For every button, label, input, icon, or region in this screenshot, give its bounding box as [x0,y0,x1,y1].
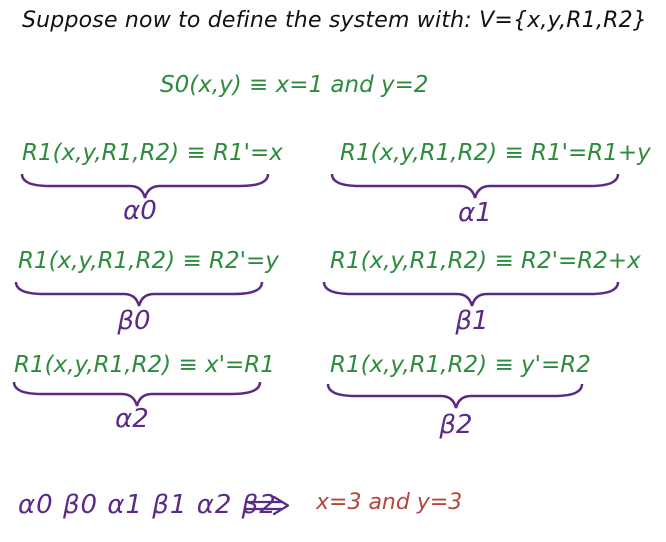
execution-sequence: α0 β0 α1 β1 α2 β2 [18,490,277,520]
label-alpha2: α2 [115,404,149,434]
brace-beta2 [326,382,586,412]
title: Suppose now to define the system with: V={x,y,R1,R2} [22,8,648,33]
initial-condition: S0(x,y) ≡ x=1 and y=2 [160,72,429,98]
implies-arrow-icon [244,496,294,516]
rule-beta2-formula: R1(x,y,R1,R2) ≡ y'=R2 [330,352,591,378]
label-alpha0: α0 [123,196,157,226]
rule-alpha0-formula: R1(x,y,R1,R2) ≡ R1'=x [22,140,283,166]
rule-alpha2-formula: R1(x,y,R1,R2) ≡ x'=R1 [14,352,275,378]
label-beta0: β0 [117,306,151,336]
final-result: x=3 and y=3 [316,490,463,515]
label-alpha1: α1 [458,198,492,228]
label-beta1: β1 [455,306,489,336]
rule-alpha1-formula: R1(x,y,R1,R2) ≡ R1'=R1+y [340,140,651,166]
rule-beta0-formula: R1(x,y,R1,R2) ≡ R2'=y [18,248,279,274]
label-beta2: β2 [439,410,473,440]
rule-beta1-formula: R1(x,y,R1,R2) ≡ R2'=R2+x [330,248,641,274]
